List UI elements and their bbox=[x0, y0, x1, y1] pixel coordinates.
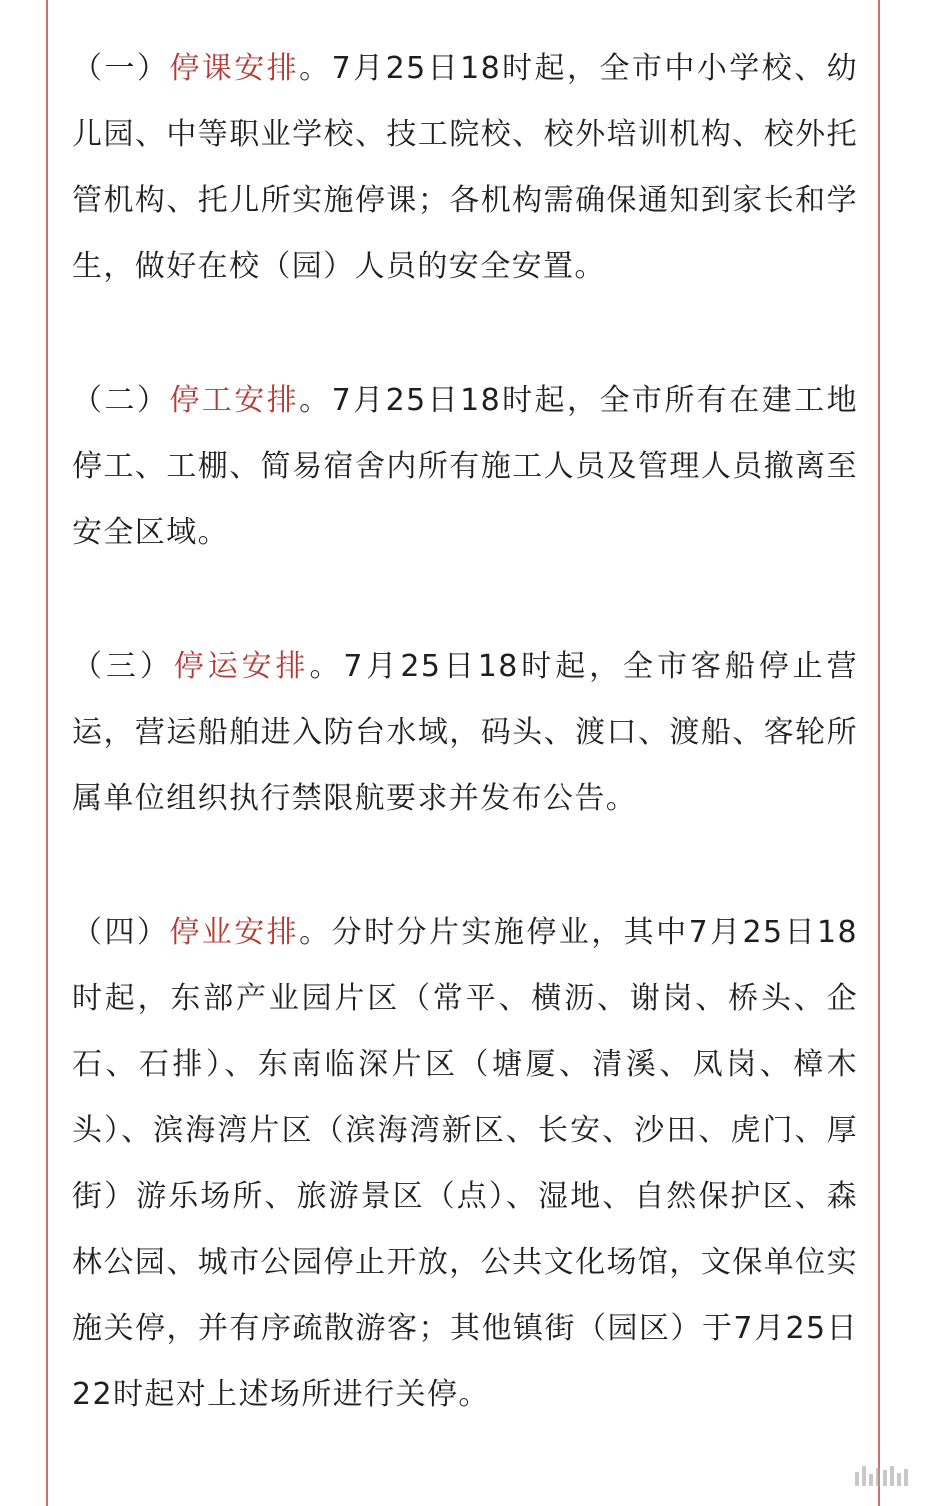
paragraph-transport-suspension bbox=[72, 634, 858, 832]
paragraph-number: （三） bbox=[72, 649, 174, 684]
paragraph-heading: 停工安排 bbox=[169, 383, 300, 418]
paragraph-body: 。7月25日18时起，全市中小学校、幼儿园、中等职业学校、技工院校、校外培训机构、校外托管机构、托儿所实施停课；各机构需确保通知到家长和学生，做好在校（园）人员的安全安置。 bbox=[72, 51, 858, 284]
paragraph-number: （四） bbox=[72, 915, 170, 950]
paragraph-heading: 停业安排 bbox=[169, 915, 300, 950]
paragraph-number: （二） bbox=[72, 383, 170, 418]
right-border-line bbox=[878, 0, 880, 1506]
paragraph-number: （一） bbox=[72, 51, 170, 86]
paragraph-work-suspension bbox=[72, 368, 858, 566]
paragraph-business-suspension bbox=[72, 900, 858, 1428]
paragraph-class-suspension bbox=[72, 36, 858, 300]
paragraph-heading: 停运安排 bbox=[173, 649, 310, 684]
paragraph-heading: 停课安排 bbox=[169, 51, 300, 86]
watermark-logo bbox=[855, 1460, 908, 1486]
notice-content bbox=[72, 36, 858, 1428]
paragraph-body: 。7月25日18时起，全市客船停止营运，营运船舶进入防台水域，码头、渡口、渡船、客轮所属单位组织执行禁限航要求并发布公告。 bbox=[72, 649, 858, 816]
paragraph-body: 。分时分片实施停业，其中7月25日18时起，东部产业园片区（常平、横沥、谢岗、桥头、企石、石排）、东南临深片区（塘厦、清溪、凤岗、樟木头）、滨海湾片区（滨海湾新区、长安、沙田、虎门、厚街）游乐场所、旅游景区（点）、湿地、自然保护区、森林公园、城市公园停止开放，公共文化场馆，文保单位实施关停，并有序疏散游客；其他镇街（园区）于7月25日22时起对上述场所进行关停。 bbox=[72, 915, 858, 1412]
left-border-line bbox=[46, 0, 48, 1506]
paragraph-body: 。7月25日18时起，全市所有在建工地停工、工棚、简易宿舍内所有施工人员及管理人员撤离至安全区域。 bbox=[72, 383, 858, 550]
